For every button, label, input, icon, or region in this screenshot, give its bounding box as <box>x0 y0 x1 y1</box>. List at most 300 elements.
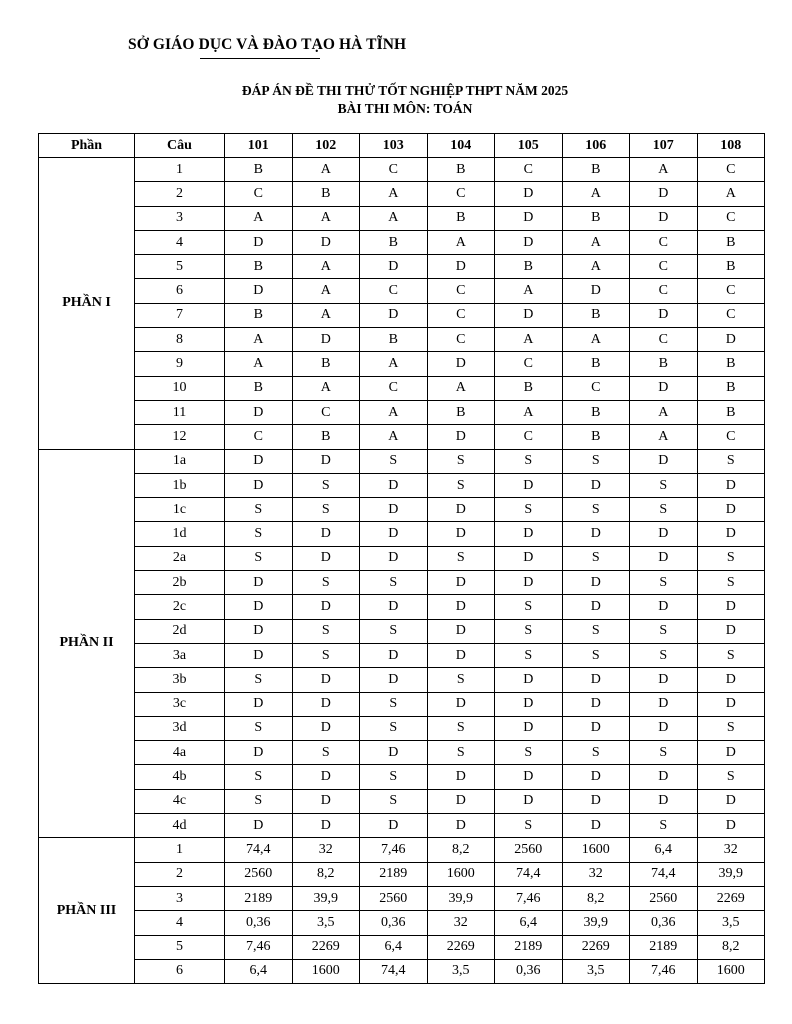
answer-cell: D <box>697 789 765 813</box>
answer-cell: D <box>697 692 765 716</box>
question-number: 2c <box>135 595 225 619</box>
answer-cell: 6,4 <box>630 838 698 862</box>
question-number: 5 <box>135 935 225 959</box>
department-name: SỞ GIÁO DỤC VÀ ĐÀO TẠO HÀ TĨNH <box>128 36 407 53</box>
answer-cell: D <box>360 255 428 279</box>
answer-cell: B <box>225 376 293 400</box>
column-header: 108 <box>697 134 765 158</box>
answer-cell: S <box>630 498 698 522</box>
table-row <box>39 522 765 546</box>
answer-cell: S <box>562 619 630 643</box>
answer-cell: D <box>427 692 495 716</box>
answer-cell: A <box>360 400 428 424</box>
answer-cell: 0,36 <box>225 911 293 935</box>
answer-cell: D <box>427 619 495 643</box>
answer-cell: B <box>562 206 630 230</box>
answer-cell: D <box>225 571 293 595</box>
question-number: 3b <box>135 668 225 692</box>
answer-cell: B <box>495 255 563 279</box>
answer-cell: 39,9 <box>562 911 630 935</box>
question-number: 3 <box>135 886 225 910</box>
section-label: PHẦN III <box>39 838 135 984</box>
answer-cell: 32 <box>697 838 765 862</box>
question-number: 1a <box>135 449 225 473</box>
answer-cell: C <box>697 206 765 230</box>
answer-cell: S <box>427 741 495 765</box>
answer-cell: 3,5 <box>562 959 630 983</box>
column-header: 102 <box>292 134 360 158</box>
answer-cell: S <box>630 571 698 595</box>
answer-cell: A <box>427 230 495 254</box>
answer-cell: D <box>630 668 698 692</box>
answer-cell: A <box>225 328 293 352</box>
answer-cell: B <box>360 328 428 352</box>
answer-cell: D <box>562 522 630 546</box>
answer-cell: A <box>225 352 293 376</box>
answer-cell: D <box>225 279 293 303</box>
answer-cell: S <box>562 449 630 473</box>
answer-cell: D <box>427 255 495 279</box>
answer-cell: D <box>427 498 495 522</box>
answer-cell: 2560 <box>495 838 563 862</box>
answer-cell: B <box>562 352 630 376</box>
exam-subject: BÀI THI MÔN: TOÁN <box>337 101 473 116</box>
answer-key-table <box>38 133 765 984</box>
answer-cell: D <box>360 668 428 692</box>
answer-cell: D <box>630 595 698 619</box>
question-number: 5 <box>135 255 225 279</box>
answer-cell: D <box>225 814 293 838</box>
answer-cell: D <box>427 352 495 376</box>
answer-cell: D <box>225 449 293 473</box>
question-number: 4c <box>135 789 225 813</box>
answer-cell: S <box>360 449 428 473</box>
answer-cell: D <box>562 716 630 740</box>
answer-cell: B <box>697 376 765 400</box>
table-row <box>39 279 765 303</box>
answer-cell: S <box>495 814 563 838</box>
column-header: Câu <box>135 134 225 158</box>
question-number: 7 <box>135 303 225 327</box>
answer-cell: A <box>562 255 630 279</box>
table-row <box>39 741 765 765</box>
answer-cell: 74,4 <box>360 959 428 983</box>
table-row <box>39 182 765 206</box>
answer-cell: D <box>292 765 360 789</box>
answer-cell: S <box>225 522 293 546</box>
table-row <box>39 862 765 886</box>
answer-cell: 32 <box>427 911 495 935</box>
answer-cell: S <box>292 473 360 497</box>
answer-cell: A <box>495 279 563 303</box>
answer-cell: A <box>697 182 765 206</box>
question-number: 4 <box>135 911 225 935</box>
answer-cell: B <box>562 400 630 424</box>
answer-cell: D <box>427 765 495 789</box>
answer-cell: A <box>427 376 495 400</box>
column-header: 101 <box>225 134 293 158</box>
answer-cell: 2189 <box>630 935 698 959</box>
answer-cell: A <box>292 376 360 400</box>
answer-cell: C <box>630 328 698 352</box>
answer-cell: D <box>562 814 630 838</box>
question-number: 11 <box>135 400 225 424</box>
answer-cell: D <box>292 546 360 570</box>
answer-cell: D <box>495 692 563 716</box>
answer-cell: D <box>292 522 360 546</box>
answer-cell: S <box>427 473 495 497</box>
answer-cell: B <box>697 352 765 376</box>
answer-cell: B <box>360 230 428 254</box>
table-row <box>39 668 765 692</box>
answer-cell: D <box>562 595 630 619</box>
table-row <box>39 838 765 862</box>
table-row <box>39 571 765 595</box>
question-number: 6 <box>135 959 225 983</box>
answer-cell: S <box>360 571 428 595</box>
answer-cell: 8,2 <box>427 838 495 862</box>
answer-cell: D <box>495 522 563 546</box>
question-number: 1 <box>135 838 225 862</box>
answer-cell: D <box>360 741 428 765</box>
answer-cell: D <box>427 643 495 667</box>
table-row <box>39 449 765 473</box>
answer-cell: 2269 <box>562 935 630 959</box>
table-row <box>39 692 765 716</box>
section-label: PHẦN I <box>39 158 135 450</box>
answer-cell: D <box>292 814 360 838</box>
answer-cell: A <box>292 158 360 182</box>
answer-cell: D <box>225 400 293 424</box>
answer-cell: D <box>360 814 428 838</box>
answer-cell: B <box>495 376 563 400</box>
answer-cell: S <box>697 765 765 789</box>
question-number: 3c <box>135 692 225 716</box>
question-number: 1c <box>135 498 225 522</box>
answer-cell: D <box>562 279 630 303</box>
answer-cell: D <box>630 376 698 400</box>
table-row <box>39 303 765 327</box>
answer-cell: D <box>495 668 563 692</box>
answer-cell: 74,4 <box>630 862 698 886</box>
answer-cell: D <box>292 230 360 254</box>
answer-cell: 32 <box>292 838 360 862</box>
answer-cell: S <box>697 449 765 473</box>
answer-cell: D <box>360 473 428 497</box>
answer-cell: S <box>225 546 293 570</box>
answer-cell: D <box>495 546 563 570</box>
answer-cell: D <box>292 668 360 692</box>
answer-cell: B <box>427 206 495 230</box>
answer-cell: S <box>630 619 698 643</box>
department-underline <box>200 58 320 59</box>
answer-cell: 2269 <box>697 886 765 910</box>
answer-cell: 1600 <box>427 862 495 886</box>
answer-cell: C <box>630 279 698 303</box>
answer-cell: 7,46 <box>630 959 698 983</box>
answer-cell: D <box>292 595 360 619</box>
answer-cell: A <box>292 255 360 279</box>
table-row <box>39 255 765 279</box>
answer-cell: D <box>495 182 563 206</box>
answer-cell: S <box>360 789 428 813</box>
answer-cell: B <box>292 425 360 449</box>
answer-cell: B <box>562 158 630 182</box>
answer-cell: D <box>292 692 360 716</box>
question-number: 1b <box>135 473 225 497</box>
answer-cell: D <box>427 814 495 838</box>
answer-cell: C <box>697 303 765 327</box>
answer-cell: 6,4 <box>225 959 293 983</box>
answer-cell: D <box>360 498 428 522</box>
answer-cell: D <box>292 789 360 813</box>
answer-cell: S <box>427 668 495 692</box>
table-row <box>39 789 765 813</box>
answer-cell: S <box>360 716 428 740</box>
answer-cell: B <box>292 182 360 206</box>
table-row <box>39 886 765 910</box>
answer-cell: B <box>697 255 765 279</box>
answer-cell: C <box>495 352 563 376</box>
answer-cell: B <box>292 352 360 376</box>
answer-cell: S <box>360 765 428 789</box>
answer-cell: 8,2 <box>562 886 630 910</box>
table-row <box>39 158 765 182</box>
answer-cell: D <box>630 716 698 740</box>
answer-cell: D <box>630 206 698 230</box>
question-number: 6 <box>135 279 225 303</box>
answer-cell: S <box>495 643 563 667</box>
answer-cell: S <box>630 643 698 667</box>
answer-cell: 2269 <box>427 935 495 959</box>
answer-cell: 8,2 <box>292 862 360 886</box>
answer-cell: B <box>562 425 630 449</box>
question-number: 2 <box>135 182 225 206</box>
question-number: 3a <box>135 643 225 667</box>
answer-cell: 3,5 <box>697 911 765 935</box>
question-number: 2 <box>135 862 225 886</box>
table-row <box>39 765 765 789</box>
table-row <box>39 959 765 983</box>
answer-cell: D <box>562 789 630 813</box>
answer-cell: A <box>292 279 360 303</box>
answer-cell: B <box>427 400 495 424</box>
answer-cell: A <box>630 400 698 424</box>
answer-cell: C <box>427 328 495 352</box>
answer-cell: D <box>292 449 360 473</box>
answer-cell: S <box>225 789 293 813</box>
answer-cell: S <box>427 716 495 740</box>
answer-cell: 1600 <box>562 838 630 862</box>
table-row <box>39 376 765 400</box>
question-number: 4d <box>135 814 225 838</box>
answer-cell: A <box>562 230 630 254</box>
answer-cell: B <box>697 230 765 254</box>
question-number: 2a <box>135 546 225 570</box>
answer-cell: S <box>427 449 495 473</box>
answer-cell: 7,46 <box>495 886 563 910</box>
answer-cell: 2189 <box>495 935 563 959</box>
answer-cell: S <box>360 692 428 716</box>
table-row <box>39 498 765 522</box>
answer-cell: 74,4 <box>495 862 563 886</box>
answer-cell: A <box>630 158 698 182</box>
answer-cell: S <box>495 741 563 765</box>
answer-cell: B <box>697 400 765 424</box>
answer-cell: D <box>225 741 293 765</box>
table-row <box>39 716 765 740</box>
answer-cell: C <box>360 279 428 303</box>
answer-cell: S <box>562 498 630 522</box>
answer-cell: C <box>427 182 495 206</box>
answer-cell: S <box>495 595 563 619</box>
answer-cell: D <box>292 716 360 740</box>
answer-cell: S <box>292 741 360 765</box>
answer-cell: D <box>630 182 698 206</box>
answer-cell: D <box>360 595 428 619</box>
table-body <box>39 158 765 984</box>
answer-cell: D <box>495 230 563 254</box>
question-number: 4 <box>135 230 225 254</box>
answer-cell: D <box>697 741 765 765</box>
answer-cell: S <box>697 571 765 595</box>
answer-cell: C <box>562 376 630 400</box>
answer-cell: D <box>697 473 765 497</box>
question-number: 2d <box>135 619 225 643</box>
answer-cell: S <box>225 498 293 522</box>
answer-cell: S <box>292 619 360 643</box>
answer-cell: C <box>225 182 293 206</box>
question-number: 1d <box>135 522 225 546</box>
table-row <box>39 814 765 838</box>
column-header: 103 <box>360 134 428 158</box>
answer-cell: D <box>697 498 765 522</box>
column-header: 104 <box>427 134 495 158</box>
answer-cell: 6,4 <box>360 935 428 959</box>
answer-cell: S <box>427 546 495 570</box>
answer-cell: D <box>225 473 293 497</box>
answer-cell: D <box>427 571 495 595</box>
answer-cell: 7,46 <box>360 838 428 862</box>
answer-cell: D <box>630 522 698 546</box>
question-number: 4b <box>135 765 225 789</box>
answer-cell: 0,36 <box>495 959 563 983</box>
answer-cell: D <box>630 303 698 327</box>
answer-cell: S <box>697 716 765 740</box>
answer-cell: S <box>225 716 293 740</box>
answer-cell: 3,5 <box>292 911 360 935</box>
answer-cell: 39,9 <box>427 886 495 910</box>
answer-cell: 2189 <box>360 862 428 886</box>
question-number: 10 <box>135 376 225 400</box>
answer-cell: 3,5 <box>427 959 495 983</box>
answer-cell: S <box>630 741 698 765</box>
answer-cell: D <box>630 449 698 473</box>
table-row <box>39 546 765 570</box>
answer-cell: D <box>360 546 428 570</box>
answer-cell: A <box>360 206 428 230</box>
answer-cell: D <box>630 692 698 716</box>
answer-cell: 2560 <box>225 862 293 886</box>
answer-cell: A <box>630 425 698 449</box>
question-number: 2b <box>135 571 225 595</box>
table-row <box>39 643 765 667</box>
answer-cell: B <box>225 303 293 327</box>
answer-cell: A <box>495 328 563 352</box>
answer-cell: S <box>292 643 360 667</box>
table-row <box>39 595 765 619</box>
answer-cell: A <box>225 206 293 230</box>
question-number: 3 <box>135 206 225 230</box>
answer-cell: 1600 <box>697 959 765 983</box>
answer-cell: B <box>427 158 495 182</box>
answer-cell: A <box>360 352 428 376</box>
answer-cell: S <box>292 571 360 595</box>
table-row <box>39 425 765 449</box>
answer-cell: C <box>495 158 563 182</box>
table-row <box>39 206 765 230</box>
answer-cell: D <box>427 595 495 619</box>
answer-cell: D <box>697 328 765 352</box>
answer-cell: S <box>360 619 428 643</box>
answer-cell: D <box>427 522 495 546</box>
answer-cell: A <box>292 206 360 230</box>
answer-cell: D <box>225 619 293 643</box>
question-number: 1 <box>135 158 225 182</box>
answer-cell: 2560 <box>630 886 698 910</box>
answer-cell: D <box>697 595 765 619</box>
column-header: Phần <box>39 134 135 158</box>
table-row <box>39 619 765 643</box>
answer-cell: D <box>495 206 563 230</box>
answer-cell: 2269 <box>292 935 360 959</box>
answer-cell: C <box>427 303 495 327</box>
answer-cell: A <box>360 182 428 206</box>
answer-cell: D <box>427 789 495 813</box>
answer-cell: 2560 <box>360 886 428 910</box>
answer-cell: B <box>225 158 293 182</box>
answer-cell: S <box>562 546 630 570</box>
answer-cell: A <box>562 328 630 352</box>
answer-cell: 0,36 <box>360 911 428 935</box>
answer-cell: D <box>225 692 293 716</box>
answer-cell: D <box>225 643 293 667</box>
answer-cell: D <box>562 668 630 692</box>
answer-cell: D <box>495 473 563 497</box>
question-number: 8 <box>135 328 225 352</box>
column-header: 106 <box>562 134 630 158</box>
answer-cell: D <box>360 643 428 667</box>
answer-cell: B <box>630 352 698 376</box>
table-row <box>39 352 765 376</box>
answer-cell: S <box>697 643 765 667</box>
column-header: 107 <box>630 134 698 158</box>
answer-cell: D <box>697 619 765 643</box>
answer-cell: S <box>562 741 630 765</box>
answer-cell: 7,46 <box>225 935 293 959</box>
answer-cell: 39,9 <box>697 862 765 886</box>
question-number: 12 <box>135 425 225 449</box>
table-row <box>39 473 765 497</box>
question-number: 3d <box>135 716 225 740</box>
answer-cell: A <box>495 400 563 424</box>
answer-cell: 1600 <box>292 959 360 983</box>
answer-cell: D <box>427 425 495 449</box>
answer-cell: 39,9 <box>292 886 360 910</box>
answer-cell: S <box>225 668 293 692</box>
answer-cell: D <box>630 789 698 813</box>
table-row <box>39 400 765 424</box>
